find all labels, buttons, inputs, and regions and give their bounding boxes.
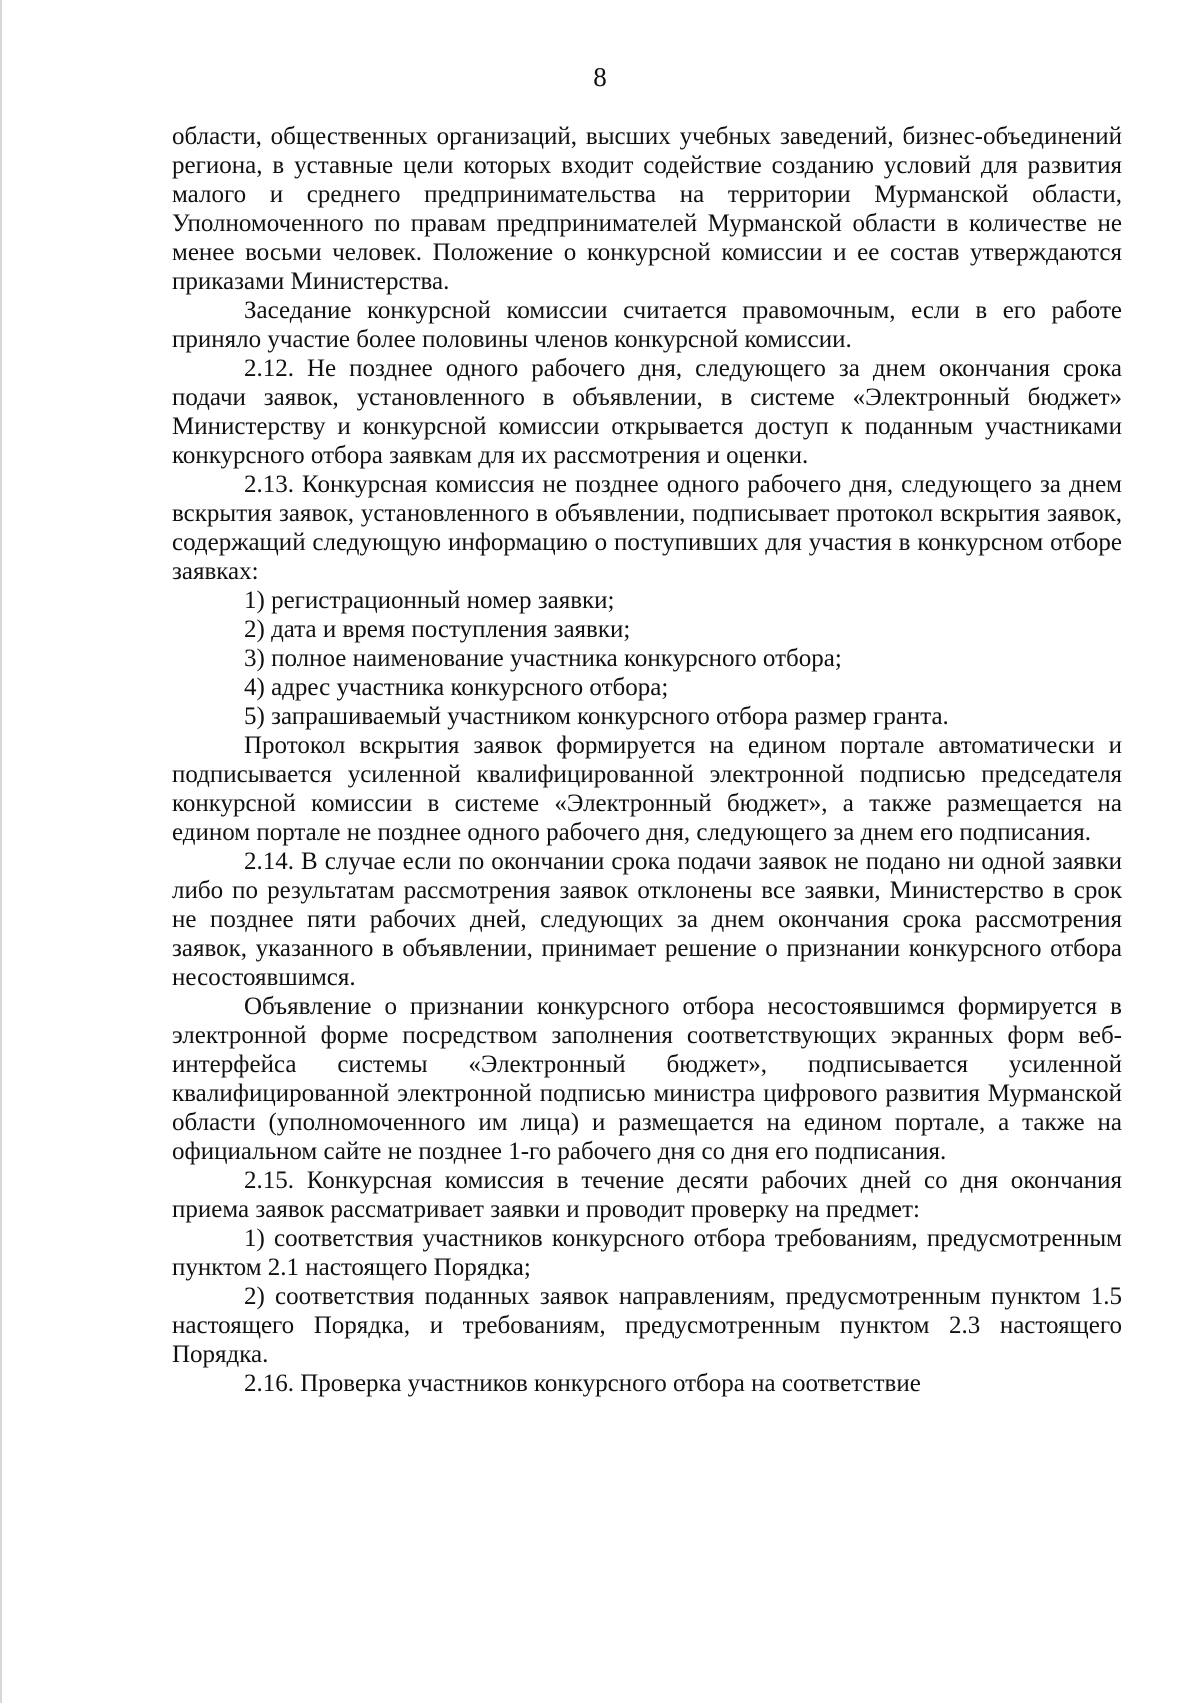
paragraph-2-15: 2.15. Конкурсная комиссия в течение десяти рабочих дней со дня окончания приема заявок рассматривает заявки и проводит проверку на предмет: [172, 1167, 1122, 1223]
paragraph-failed-selection-notice: Объявление о признании конкурсного отбора несостоявшимся формируется в электронной форме посредством заполнения соответствующих экранных форм веб-интерфейса системы «Электронный бюджет», подписывается усиленной квалифицированной электронной подписью министра цифрового развития Мурманской области (уполномоченного им лица) и размещается на едином портале, а также на официальном сайте не позднее 1-го рабочего дня со дня его подписания. [172, 993, 1122, 1165]
paragraph-2-14: 2.14. В случае если по окончании срока подачи заявок не подано ни одной заявки либо по результатам рассмотрения заявок отклонены все заявки, Министерство в срок не позднее пяти рабочих дней, следующих за днем окончания срока рассмотрения заявок, указанного в объявлении, принимает решение о признании конкурсного отбора несостоявшимся. [172, 848, 1122, 991]
list-item-date-time: 2) дата и время поступления заявки; [244, 616, 631, 643]
scan-edge-line [0, 0, 2, 1703]
paragraph-2-16: 2.16. Проверка участников конкурсного отбора на соответствие [244, 1370, 921, 1397]
list-item-full-name: 3) полное наименование участника конкурсного отбора; [244, 645, 842, 672]
document-body [172, 122, 1122, 1398]
paragraph-opening-protocol: Протокол вскрытия заявок формируется на едином портале автоматически и подписывается усиленной квалифицированной электронной подписью председателя конкурсной комиссии в системе «Электронный бюджет», а также размещается на едином портале не позднее одного рабочего дня, следующего за днем его подписания. [172, 732, 1122, 846]
paragraph-2-15-item-1: 1) соответствия участников конкурсного отбора требованиям, предусмотренным пунктом 2.1 настоящего Порядка; [172, 1225, 1122, 1281]
paragraph-2-12: 2.12. Не позднее одного рабочего дня, следующего за днем окончания срока подачи заявок, установленного в объявлении, в системе «Электронный бюджет» Министерству и конкурсной комиссии открывается доступ к поданным участниками конкурсного отбора заявкам для их рассмотрения и оценки. [172, 355, 1122, 469]
list-item-registration-number: 1) регистрационный номер заявки; [244, 587, 615, 614]
list-item-address: 4) адрес участника конкурсного отбора; [244, 674, 669, 701]
paragraph-quorum: Заседание конкурсной комиссии считается правомочным, если в его работе приняло участие более половины членов конкурсной комиссии. [172, 297, 1122, 353]
paragraph-commission-composition: области, общественных организаций, высших учебных заведений, бизнес-объединений региона, в уставные цели которых входит содействие созданию условий для развития малого и среднего предпринимательства на территории Мурманской области, Уполномоченного по правам предпринимателей Мурманской области в количестве не менее восьми человек. Положение о конкурсной комиссии и ее состав утверждаются приказами Министерства. [172, 123, 1122, 295]
page-number: 8 [593, 62, 607, 92]
paragraph-2-15-item-2: 2) соответствия поданных заявок направлениям, предусмотренным пунктом 1.5 настоящего Порядка, и требованиям, предусмотренным пунктом 2.3 настоящего Порядка. [172, 1283, 1122, 1368]
paragraph-2-13: 2.13. Конкурсная комиссия не позднее одного рабочего дня, следующего за днем вскрытия заявок, установленного в объявлении, подписывает протокол вскрытия заявок, содержащий следующую информацию о поступивших для участия в конкурсном отборе заявках: [172, 471, 1122, 585]
list-item-grant-amount: 5) запрашиваемый участником конкурсного отбора размер гранта. [244, 703, 949, 730]
